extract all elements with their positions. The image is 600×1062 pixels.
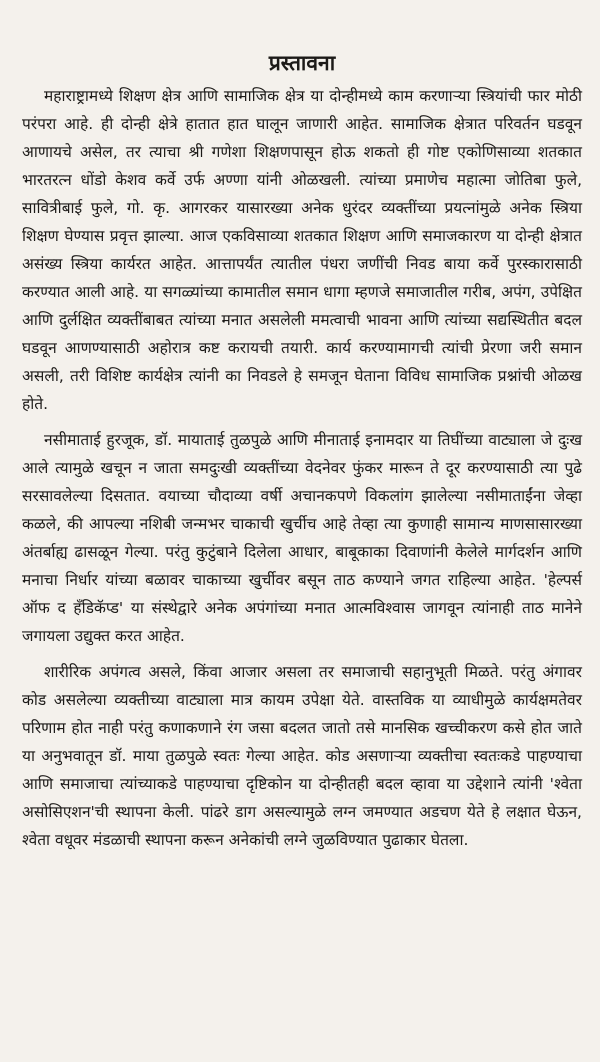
paragraph-2: नसीमाताई हुरजूक, डॉ. मायाताई तुळपुळे आणि मीनाताई इनामदार या तिघींच्या वाट्याला जे दुःख आले त्यामुळे खचून न जाता समदुःखी व्यक्तींच्या वेदनेवर फुंकर मारून ते दूर करण्यासाठी त्या पुढे सरसावलेल्या दिसतात. वयाच्या चौदाव्या वर्षी अचानकपणे विकलांग झालेल्या नसीमाताईंना जेव्हा कळले, की आपल्या नशिबी जन्मभर चाकाची खुर्चीच आहे तेव्हा त्या कुणाही सामान्य माणसासारख्या अंतर्बाह्य ढासळून गेल्या. परंतु कुटुंबाने दिलेला आधार, बाबूकाका दिवाणांनी केलेले मार्गदर्शन आणि मनाचा निर्धार यांच्या बळावर चाकाच्या खुर्चीवर बसून ताठ कण्याने जगत राहिल्या आहेत. 'हेल्पर्स ऑफ द हॅंडिकॅप्ड' या संस्थेद्वारे अनेक अपंगांच्या मनात आत्मविश्वास जागवून त्यांनाही ताठ मानेने जगायला उद्युक्त करत आहेत.: [22, 431, 582, 645]
paragraph-3: शारीरिक अपंगत्व असले, किंवा आजार असला तर समाजाची सहानुभूती मिळते. परंतु अंगावर कोड असलेल्या व्यक्तीच्या वाट्याला मात्र कायम उपेक्षा येते. वास्तविक या व्याधीमुळे कार्यक्षमतेवर परिणाम होत नाही परंतु कणाकणाने रंग जसा बदलत जातो तसे मानसिक खच्चीकरण कसे होत जाते या अनुभवातून डॉ. माया तुळपुळे स्वतः गेल्या आहेत. कोड असणाऱ्या व्यक्तीचा स्वतःकडे पाहण्याचा आणि समाजाचा त्यांच्याकडे पाहण्याचा दृष्टिकोन या दोन्हीतही बदल व्हावा या उद्देशाने त्यांनी 'श्वेता असोसिएशन'ची स्थापना केली. पांढरे डाग असल्यामुळे लग्न जमण्यात अडचण येते हे लक्षात घेऊन, श्वेता वधूवर मंडळाची स्थापना करून अनेकांची लग्ने जुळविण्यात पुढाकार घेतला.: [22, 663, 582, 849]
document-body: [22, 82, 582, 854]
paragraph-1: महाराष्ट्रामध्ये शिक्षण क्षेत्र आणि सामाजिक क्षेत्र या दोन्हीमध्ये काम करणाऱ्या स्त्रियांची फार मोठी परंपरा आहे. ही दोन्ही क्षेत्रे हातात हात घालून जाणारी आहेत. सामाजिक क्षेत्रात परिवर्तन घडवून आणायचे असेल, तर त्याचा श्री गणेशा शिक्षणपासून होऊ शकतो ही गोष्ट एकोणिसाव्या शतकात भारतरत्न धोंडो केशव कर्वे उर्फ अण्णा यांनी ओळखली. त्यांच्या प्रमाणेच महात्मा जोतिबा फुले, सावित्रीबाई फुले, गो. कृ. आगरकर यासारख्या अनेक धुरंदर व्यक्तींच्या प्रयत्नांमुळे अनेक स्त्रिया शिक्षण घेण्यास प्रवृत्त झाल्या. आज एकविसाव्या शतकात शिक्षण आणि समाजकारण या दोन्ही क्षेत्रात असंख्य स्त्रिया कार्यरत आहेत. आत्तापर्यंत त्यातील पंधरा जणींची निवड बाया कर्वे पुरस्कारासाठी करण्यात आली आहे. या सगळ्यांच्या कामातील समान धागा म्हणजे समाजातील गरीब, अपंग, उपेक्षित आणि दुर्लक्षित व्यक्तींबाबत त्यांच्या मनात असलेली ममत्वाची भावना आणि त्यांच्या सद्यस्थितीत बदल घडवून आणण्यासाठी अहोरात्र कष्ट करायची तयारी. कार्य करण्यामागची त्यांची प्रेरणा जरी समान असली, तरी विशिष्ट कार्यक्षेत्र त्यांनी का निवडले हे समजून घेताना विविध सामाजिक प्रश्नांची ओळख होते.: [22, 87, 582, 413]
page-title: प्रस्तावना: [268, 51, 336, 75]
